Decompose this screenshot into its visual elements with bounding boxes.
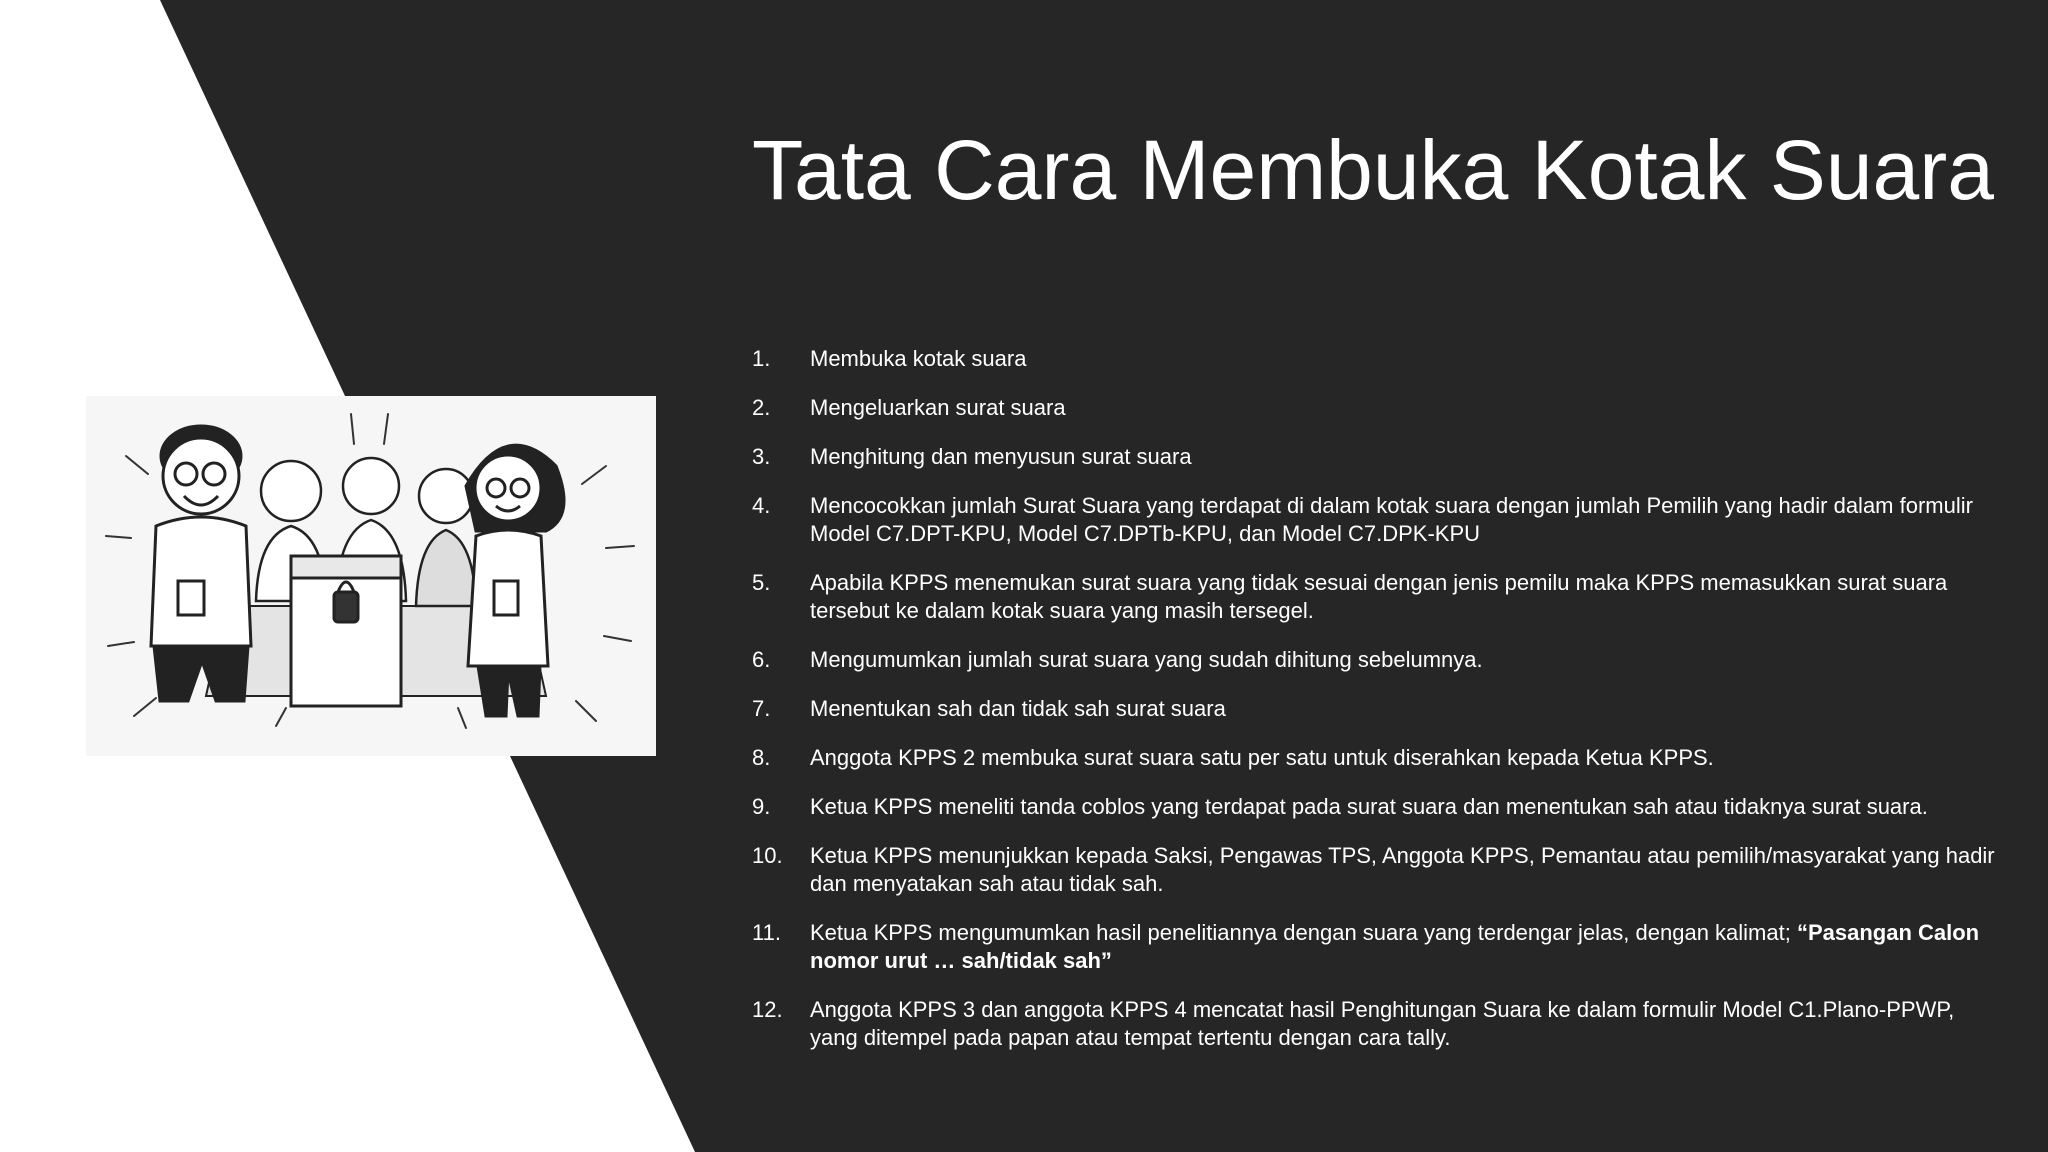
step-number: 12.	[752, 997, 783, 1022]
steps-list	[752, 345, 2002, 1073]
step-number: 11.	[752, 920, 781, 945]
step-text: Anggota KPPS 3 dan anggota KPPS 4 mencatat hasil Penghitungan Suara ke dalam formulir Model C1.Plano-PPWP, yang ditempel pada papan atau tempat tertentu dengan cara tally.	[810, 997, 1955, 1050]
list-item	[752, 996, 2002, 1052]
step-text: Menghitung dan menyusun surat suara	[810, 444, 1192, 469]
step-text: Apabila KPPS menemukan surat suara yang tidak sesuai dengan jenis pemilu maka KPPS memasukkan surat suara tersebut ke dalam kotak suara yang masih tersegel.	[810, 570, 1948, 623]
step-text: Menentukan sah dan tidak sah surat suara	[810, 696, 1226, 721]
step-text: Ketua KPPS meneliti tanda coblos yang terdapat pada surat suara dan menentukan sah atau tidaknya surat suara.	[810, 794, 1928, 819]
step-number: 4.	[752, 493, 771, 518]
list-item	[752, 569, 2002, 625]
list-item	[752, 345, 2002, 373]
list-item	[752, 793, 2002, 821]
step-number: 9.	[752, 794, 771, 819]
step-text: Ketua KPPS menunjukkan kepada Saksi, Pengawas TPS, Anggota KPPS, Pemantau atau pemilih/masyarakat yang hadir dan menyatakan sah atau tidak sah.	[810, 843, 1995, 896]
list-item	[752, 695, 2002, 723]
list-item	[752, 842, 2002, 898]
list-item	[752, 394, 2002, 422]
step-text	[810, 919, 2002, 975]
step-number: 2.	[752, 395, 771, 420]
step-text: Anggota KPPS 2 membuka surat suara satu per satu untuk diserahkan kepada Ketua KPPS.	[810, 745, 1714, 770]
step-number: 5.	[752, 570, 771, 595]
step-text: Membuka kotak suara	[810, 346, 1027, 371]
step-text-regular: Ketua KPPS mengumumkan hasil penelitiannya dengan suara yang terdengar jelas, dengan kalimat;	[810, 920, 1797, 945]
list-item	[752, 492, 2002, 548]
list-item	[752, 443, 2002, 471]
step-number: 1.	[752, 346, 771, 371]
list-item	[752, 919, 2002, 975]
step-text-bold: “Pasangan Calon nomor urut … sah/tidak sah”	[810, 920, 1980, 973]
step-number: 6.	[752, 647, 771, 672]
step-text: Mengeluarkan surat suara	[810, 395, 1066, 420]
step-number: 8.	[752, 745, 771, 770]
step-number: 3.	[752, 444, 771, 469]
list-item	[752, 744, 2002, 772]
step-number: 10.	[752, 843, 783, 868]
step-number: 7.	[752, 696, 771, 721]
cartoon-image	[86, 396, 656, 756]
list-item	[752, 646, 2002, 674]
page-title: Tata Cara Membuka Kotak Suara	[752, 123, 1994, 217]
election-officers-illustration	[86, 396, 656, 756]
step-text: Mencocokkan jumlah Surat Suara yang terdapat di dalam kotak suara dengan jumlah Pemilih yang hadir dalam formulir Model C7.DPT-KPU, Model C7.DPTb-KPU, dan Model C7.DPK-KPU	[810, 493, 1973, 546]
step-text: Mengumumkan jumlah surat suara yang sudah dihitung sebelumnya.	[810, 647, 1483, 672]
